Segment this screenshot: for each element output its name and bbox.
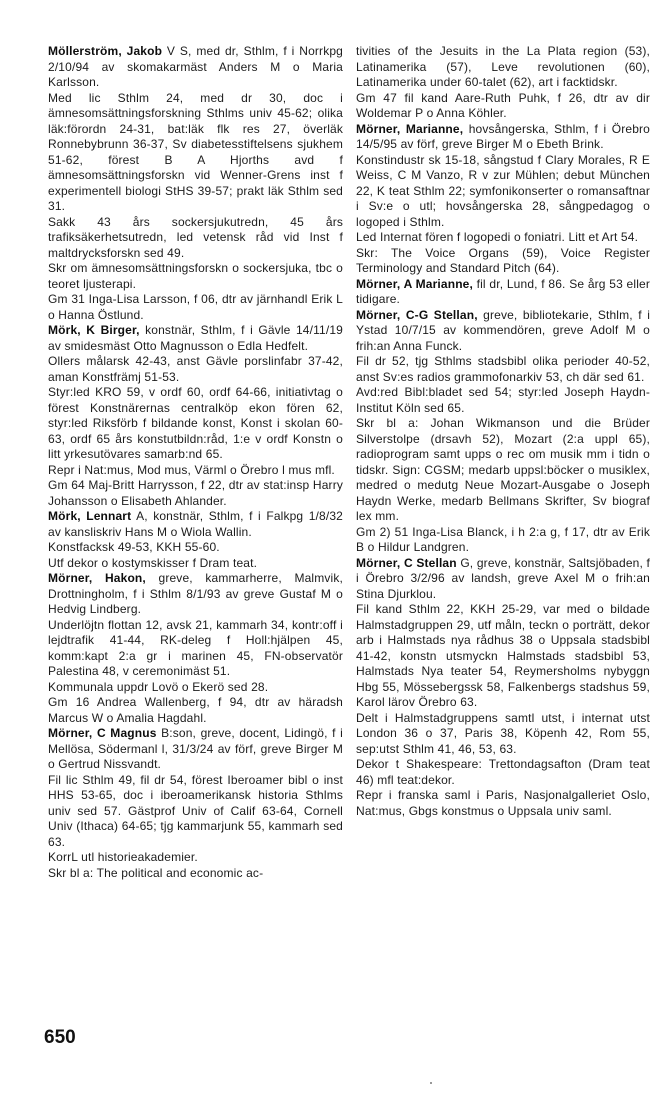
entry-paragraph [48,680,343,696]
entry-text: A, konstnär, Sthlm, f i Falkpg 1/8/32 av kansliskriv Hans M o Wiola Wallin. [48,509,343,539]
entry-text: fil dr, Lund, f 86. Se årg 53 eller tidigare. [356,276,650,306]
entry-text: Skr: The Voice Organs (59), Voice Register Terminology and Standard Pitch (64). [356,245,650,275]
entry-paragraph [48,866,343,882]
entry-paragraph [48,695,343,726]
entry-text: greve, bibliotekarie, Sthlm, f i Ystad 10/7/15 av kommendören, greve Adolf M o frih:an Anna Funck. [356,307,651,353]
entry-heading-paragraph [48,571,343,618]
entry-paragraph [48,354,343,385]
entry-name: Mörner, C-G Stellan, [356,307,478,322]
entry-heading-paragraph [356,308,650,355]
entry-text: Sakk 43 års sockersjukutredn, 45 års trafiksäkerhetsutredn, led vetensk råd vid Inst f maltdrycksforskn sed 49. [48,214,343,260]
entry-text: Gm 47 fil kand Aare-Ruth Puhk, f 26, dtr av dir Woldemar P o Anna Köhler. [356,90,650,120]
entry-text: Led Internat fören f logopedi o foniatri. Litt et Art 54. [356,230,639,244]
page-number: 650 [44,1027,76,1048]
entry-paragraph [356,385,650,416]
entry-text: Avd:red Bibl:bladet sed 54; styr:led Joseph Haydn-Institut Köln sed 65. [356,385,650,415]
entry-paragraph [356,757,650,788]
scan-speck [430,1082,432,1084]
entry-text: Ollers målarsk 42-43, anst Gävle porslinfabr 37-42, aman Konstfrämj 51-53. [48,354,343,384]
entry-heading-paragraph [48,726,343,773]
entry-paragraph [48,478,343,509]
entry-paragraph [48,540,343,556]
entry-name: Mörner, Hakon, [48,571,146,585]
entry-paragraph [356,44,650,91]
entry-text: Repr i franska saml i Paris, Nasjonalgalleriet Oslo, Nat:mus, Gbgs konstmus o Uppsala univ saml. [356,788,650,818]
entry-text: B:son, greve, docent, Lidingö, f i Mellösa, Södermanl l, 31/3/24 av förf, greve Birger M o Gertrud Nissvandt. [48,726,343,771]
entry-text: Skr bl a: Johan Wikmanson und die Brüder Silverstolpe (drsavh 52), Mozart (2:a uppl 65), radioprogram samt upps o rec om musik mm i tidn o tidskr. Sign: CGSM; medarb uppsl:böcker o musiklex, medred o medutg Neue Mozart-Ausgabe o Joseph Haydn Werke, medarb Bellmans Skrifter, Sv biograf lex mm. [356,416,650,523]
entry-paragraph [356,711,650,758]
entry-text: V S, med dr, Sthlm, f i Norrkpg 2/10/94 av skomakarmäst Anders M o Maria Karlsson. [48,44,344,89]
entry-paragraph [356,788,650,819]
entry-heading-paragraph [356,122,650,153]
entry-paragraph [48,618,343,680]
entry-text: Fil dr 52, tjg Sthlms stadsbibl olika perioder 40-52, anst Sv:es radios grammofonarkiv 53, ch där sed 61. [356,354,650,384]
entry-heading-paragraph [356,556,650,603]
entry-text: Konstindustr sk 15-18, sångstud f Clary Morales, R E Weiss, C M Vanzo, R v zur Mühlen; debut München 22, K teat Sthlm 22; symfonikonserter o romansaftnar i Sv:e o utl; hovsångerska 28, sångpedagog o logoped i Sthlm. [356,152,650,229]
entry-text: Med lic Sthlm 24, med dr 30, doc i ämnesomsättningsforskning Sthlms univ 45-62; olika läk:förordn 24-31, bat:läk flk res 27, överläk Ronnebybrunn 36-37, Sv diabetesstiftelsens sjukhem 51-62, förest B A Hjorths avd f ämnesomsättningsforskn vid Wenner-Grens inst f experimentell biologi StHS 39-57; prakt läk Sthlm sed 31. [48,90,343,213]
entry-paragraph [48,385,343,463]
entry-text: Utf dekor o kostymskisser f Dram teat. [48,555,258,570]
entry-text: greve, kammarherre, Malmvik, Drottningholm, f i Sthlm 8/1/93 av greve Gustaf M o Hedvig Lindberg. [48,571,343,616]
entry-text: Gm 2) 51 Inga-Lisa Blanck, i h 2:a g, f 17, dtr av Erik B o Hildur Landgren. [356,524,650,554]
entry-name: Mörner, C Magnus [48,726,157,740]
entry-text: Styr:led KRO 59, v ordf 60, ordf 64-66, initiativtag o förest Konstnärernas centralköp ekon fören 62, styr:led Riksförb f bildande konst, Konst i skolan 60-63, ordf 65 års konstutbildn:råd, 1:e v ordf Konstn o litt yrkesutövares samarb:nd 65. [48,385,343,461]
entry-name: Mörner, Marianne, [356,121,464,136]
entry-paragraph [48,773,343,851]
entry-text: Skr om ämnesomsättningsforskn o sockersjuka, tbc o teoret ljusterapi. [48,261,343,291]
right-column [356,44,650,819]
entry-text: Kommunala uppdr Lovö o Ekerö sed 28. [48,679,269,694]
entry-name: Mörk, K Birger, [48,323,140,337]
entry-text: konstnär, Sthlm, f i Gävle 14/11/19 av smidesmäst Otto Magnusson o Edla Hedfelt. [48,323,343,353]
entry-name: Möllerström, Jakob [48,44,163,58]
entry-text: Fil kand Sthlm 22, KKH 25-29, var med o bildade Halmstadgruppen 29, utf måln, teckn o porträtt, dekor arb i Halmstads nya rådhus 38 o Uppsala stadsbibl 41-42, konstn utsmyckn Halmstads stadsbibl 53, Halmstads Nya teater 54, Reymersholms nybyggn Hbg 55, Mössebergssk 58, Falkenbergs stadshus 59, Karol lärov Örebro 63. [356,602,650,709]
entry-text: Repr i Nat:mus, Mod mus, Värml o Örebro l mus mfl. [48,462,335,477]
entry-paragraph [356,230,650,246]
entry-name: Mörner, A Marianne, [356,276,473,291]
entry-name: Mörner, C Stellan [356,555,457,570]
entry-text: G, greve, konstnär, Saltsjöbaden, f i Örebro 3/2/96 av landsh, greve Axel M o frih:an Stina Djurklou. [356,555,651,601]
entry-paragraph [356,354,650,385]
entry-text: tivities of the Jesuits in the La Plata region (53), Latinamerika (57), Leve revolutionen (60), Latinamerika under 60-talet (62), art i facktidskr. [356,44,650,89]
entry-text: Underlöjtn flottan 12, avsk 21, kammarh 34, kontr:off i lejdtrafik 41-44, RK-deleg f Holl:hjälpen 45, komm:kapt 2:a gr i marinen 45, FN-observatör Palestina 48, v ceremonimäst 51. [48,617,343,678]
entry-heading-paragraph [356,277,650,308]
entry-name: Mörk, Lennart [48,509,132,523]
entry-paragraph [48,556,343,572]
entry-paragraph [356,91,650,122]
entry-paragraph [48,850,343,866]
entry-heading-paragraph [48,44,343,91]
entry-text: Skr bl a: The political and economic ac- [48,865,264,880]
entry-text: Gm 64 Maj-Britt Harrysson, f 22, dtr av stat:insp Harry Johansson o Elisabeth Ahlander. [48,478,343,508]
entry-text: Delt i Halmstadgruppens samtl utst, i internat utst London 36 o 37, Paris 38, Köpenh 42, Rom 55, sep:utst Sthlm 41, 46, 53, 63. [356,710,650,756]
entry-text: KorrL utl historieakademier. [48,850,198,864]
entry-text: Gm 31 Inga-Lisa Larsson, f 06, dtr av järnhandl Erik L o Hanna Östlund. [48,292,343,322]
entry-paragraph [48,261,343,292]
entry-paragraph [48,91,343,215]
entry-text: Konstfacksk 49-53, KKH 55-60. [48,540,220,554]
entry-paragraph [48,463,343,479]
entry-text: Fil lic Sthlm 49, fil dr 54, förest Iberoamer bibl o inst HHS 53-65, doc i iberoamerikansk historia Sthlms univ sed 57. Gästprof Univ of Calif 63-64, Cornell Univ (Ithaca) 64-65; tjg kammarjunk 55, kammarh sed 63. [48,772,343,849]
entry-paragraph [356,416,650,525]
entry-paragraph [356,525,650,556]
entry-heading-paragraph [48,509,343,540]
entry-paragraph [356,602,650,711]
entry-text: hovsångerska, Sthlm, f i Örebro 14/5/95 av förf, greve Birger M o Ebeth Brink. [356,121,651,151]
entry-paragraph [356,153,650,231]
entry-text: Gm 16 Andrea Wallenberg, f 94, dtr av häradsh Marcus W o Amalia Hagdahl. [48,695,343,725]
entry-paragraph [48,292,343,323]
entry-text: Dekor t Shakespeare: Trettondagsafton (Dram teat 46) mfl teat:dekor. [356,757,650,787]
entry-paragraph [48,215,343,262]
left-column [48,44,343,881]
entry-heading-paragraph [48,323,343,354]
entry-paragraph [356,246,650,277]
